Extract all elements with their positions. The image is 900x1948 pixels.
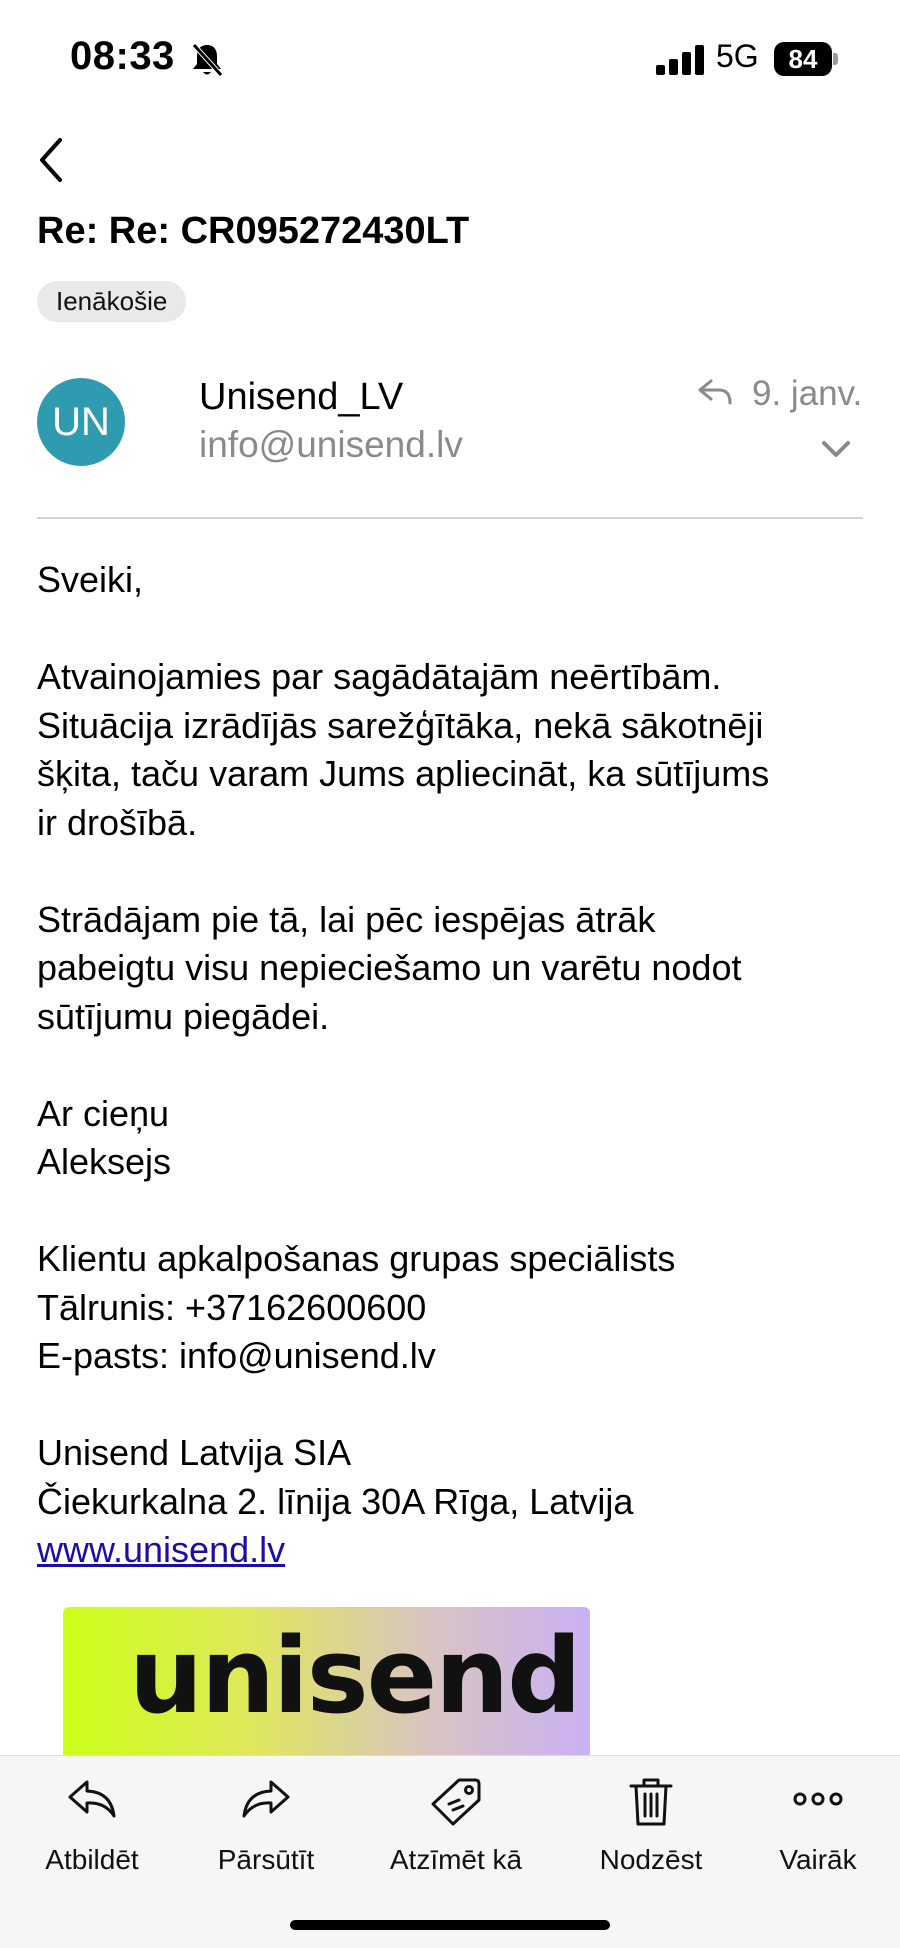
closing [37,1090,867,1187]
email-subject: Re: Re: CR095272430LT [37,210,470,252]
replied-icon [697,377,733,407]
trash-icon [628,1776,674,1828]
reply-button[interactable] [7,1756,177,1886]
header-divider [37,517,863,519]
chevron-down-icon[interactable] [820,438,852,460]
body-line: Situācija izrādījās sarežģītāka, nekā sākotnēji [37,704,764,746]
body-line: Strādājam pie tā, lai pēc iespējas ātrāk [37,898,656,940]
unisend-logo [63,1607,590,1759]
more-label: Vairāk [779,1844,857,1875]
network-label: 5G [716,38,759,74]
email-date: 9. janv. [752,374,863,413]
signature-phone: Tālrunis: +37162600600 [37,1286,427,1328]
website-link[interactable]: www.unisend.lv [37,1529,286,1570]
email-body [37,556,867,1623]
battery-cap [833,53,838,65]
folder-badge[interactable]: Ienākošie [37,281,186,322]
closing-line: Ar cieņu [37,1092,170,1134]
logo-text: unisend [129,1615,580,1737]
tag-icon [429,1776,483,1826]
delete-label: Nodzēst [599,1844,703,1875]
avatar[interactable]: UN [37,378,125,466]
more-button[interactable] [733,1756,900,1886]
forward-icon [239,1776,293,1822]
body-line: šķita, taču varam Jums apliecināt, ka sūtījums [37,753,770,794]
signature [37,1235,867,1381]
body-line: sūtījumu piegādei. [37,995,330,1037]
body-line: ir drošībā. [37,801,198,843]
forward-button[interactable] [181,1756,351,1886]
sender-name[interactable]: Unisend_LV [199,376,404,418]
bell-slash-icon [190,42,224,78]
greeting: Sveiki, [37,559,144,600]
battery-level: 84 [774,42,832,76]
chevron-left-icon[interactable] [30,128,74,192]
body-line: pabeigtu visu nepieciešamo un varētu nodot [37,947,742,988]
signature-email: E-pasts: info@unisend.lv [37,1335,436,1376]
status-bar [0,0,900,120]
more-icon [791,1776,845,1822]
reply-label: Atbildēt [45,1844,139,1875]
company-address: Čiekurkalna 2. līnija 30A Rīga, Latvija [37,1480,634,1522]
paragraph-status [37,896,867,1042]
signature-title: Klientu apkalpošanas grupas speciālists [37,1238,676,1279]
company-name: Unisend Latvija SIA [37,1432,352,1473]
home-indicator[interactable] [290,1920,610,1930]
reply-icon [65,1776,119,1822]
status-time: 08:33 [70,34,175,78]
company-block [37,1429,867,1575]
paragraph-apology [37,653,867,847]
sender-email[interactable]: info@unisend.lv [199,424,463,465]
delete-button[interactable] [566,1756,736,1886]
battery-icon [774,42,838,76]
mark-as-label: Atzīmēt kā [389,1844,523,1875]
forward-label: Pārsūtīt [217,1844,315,1875]
signer-name: Aleksejs [37,1141,172,1182]
bottom-toolbar [0,1755,900,1948]
body-line: Atvainojamies par sagādātajām neērtībām. [37,656,722,697]
mark-as-button[interactable] [371,1756,541,1886]
signal-icon [656,45,706,75]
